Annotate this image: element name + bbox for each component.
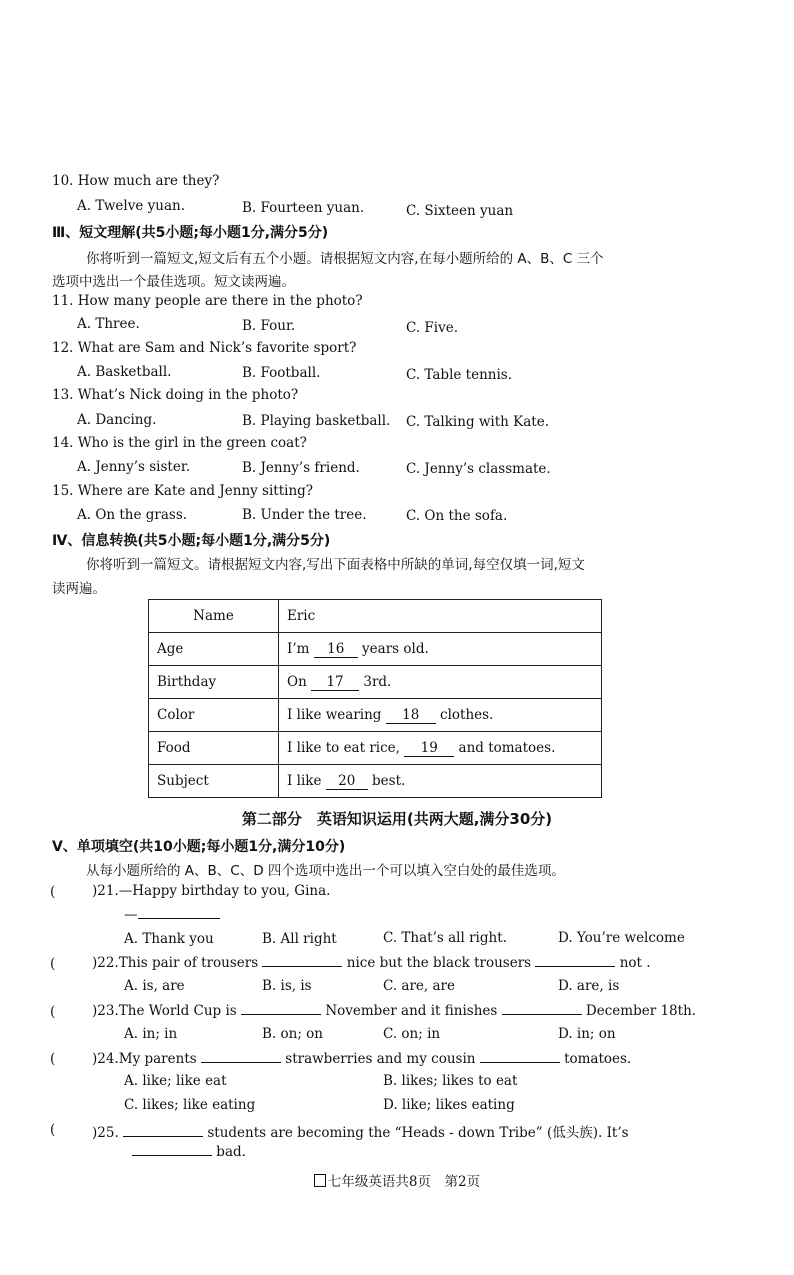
table-text: best. [372,772,406,789]
q24-option-a: A. like; like eat [124,1073,227,1089]
q25-blank-2 [132,1143,212,1156]
q13-option-c: C. Talking with Kate. [406,414,550,430]
q22-blank-2 [535,954,615,967]
q22-text: not . [619,955,651,971]
q25-blank-1 [123,1124,203,1137]
q25-stem-cont [132,1143,246,1160]
table-row [149,633,602,666]
table-row [149,666,602,699]
q23-stem [92,1002,696,1019]
q11-option-b: B. Four. [242,318,296,334]
table-key-food: Food [149,732,279,765]
q24-option-d: D. like; likes eating [383,1097,515,1113]
q25-text: bad. [216,1144,246,1160]
table-text: On [287,673,307,690]
table-value-birthday [279,666,602,699]
q14-option-c: C. Jenny’s classmate. [406,461,551,477]
q21-option-d: D. You’re welcome [558,930,685,946]
answer-blank-19: 19 [404,740,454,757]
table-row [149,765,602,798]
q13-option-b: B. Playing basketball. [242,413,391,429]
table-header-name: Name [149,600,279,633]
footer-text: 七年级英语共8页 第2页 [327,1174,481,1190]
q23-text: The World Cup is [118,1003,237,1019]
q23-option-d: D. in; on [558,1026,616,1042]
q21-dash: — [124,907,138,923]
table-text: I’m [287,640,310,657]
q21-option-c: C. That’s all right. [383,930,507,946]
q21-stem [92,883,330,899]
table-header-value: Eric [279,600,602,633]
q14-stem: 14. Who is the girl in the green coat? [52,435,307,451]
table-key-age: Age [149,633,279,666]
page-footer [0,1170,794,1190]
q21-number: )21. [92,883,119,899]
section-5-title: Ⅴ、单项填空(共10小题;每小题1分,满分10分) [52,839,346,855]
section-4-instruction-1: 你将听到一篇短文。请根据短文内容,写出下面表格中所缺的单词,每空仅填一词,短文 [86,557,585,573]
q23-number: )23. [92,1003,119,1019]
table-text: I like wearing [287,706,382,723]
table-value-color [279,699,602,732]
q24-text: tomatoes. [564,1051,632,1067]
info-table [148,599,602,798]
table-value-food [279,732,602,765]
q24-text: My parents [118,1051,197,1067]
section-3-instruction-2: 选项中选出一个最佳选项。短文读两遍。 [52,274,295,290]
section-4-instruction-2: 读两遍。 [52,581,106,597]
q21-option-b: B. All right [262,931,337,947]
q24-stem [92,1050,631,1067]
table-key-subject: Subject [149,765,279,798]
q10-option-c: C. Sixteen yuan [406,203,514,219]
q12-stem: 12. What are Sam and Nick’s favorite sport? [52,340,357,356]
table-key-color: Color [149,699,279,732]
q24-option-c: C. likes; like eating [124,1097,256,1113]
q23-blank-2 [502,1002,582,1015]
q25-text: students are becoming the “Heads - down Tribe” (低头族). It’s [207,1125,629,1141]
table-row [149,732,602,765]
q10-option-a: A. Twelve yuan. [77,198,185,214]
q15-option-c: C. On the sofa. [406,508,508,524]
q15-stem: 15. Where are Kate and Jenny sitting? [52,483,314,499]
q10-option-b: B. Fourteen yuan. [242,200,365,216]
q14-option-a: A. Jenny’s sister. [77,459,191,475]
answer-paren[interactable]: ( [50,884,56,900]
q12-option-c: C. Table tennis. [406,367,513,383]
answer-blank-17: 17 [311,674,359,691]
q23-option-a: A. in; in [124,1026,178,1042]
table-text: clothes. [440,706,494,723]
answer-paren[interactable]: ( [50,956,56,972]
q14-option-b: B. Jenny’s friend. [242,460,360,476]
answer-blank-20: 20 [326,773,368,790]
table-text: years old. [362,640,429,657]
q24-blank-1 [201,1050,281,1063]
q24-text: strawberries and my cousin [285,1051,476,1067]
table-key-birthday: Birthday [149,666,279,699]
q23-text: November and it finishes [325,1003,498,1019]
q22-text: This pair of trousers [118,955,259,971]
q25-stem [92,1121,629,1141]
answer-paren[interactable]: ( [50,1122,56,1138]
table-value-age [279,633,602,666]
q23-text: December 18th. [585,1003,697,1019]
answer-blank-16: 16 [314,641,358,658]
table-text: and tomatoes. [458,739,556,756]
q24-option-b: B. likes; likes to eat [383,1073,518,1089]
q25-number: )25. [92,1125,119,1141]
answer-paren[interactable]: ( [50,1004,56,1020]
q22-text: nice but the black trousers [346,955,532,971]
q21-blank [138,906,220,919]
q10-stem: 10. How much are they? [52,173,220,189]
section-3-title: Ⅲ、短文理解(共5小题;每小题1分,满分5分) [52,225,329,241]
q22-option-a: A. is, are [124,978,185,994]
q13-stem: 13. What’s Nick doing in the photo? [52,387,299,403]
q23-option-b: B. on; on [262,1026,323,1042]
q22-option-c: C. are, are [383,978,455,994]
q23-option-c: C. on; in [383,1026,441,1042]
q22-option-d: D. are, is [558,978,620,994]
table-value-subject [279,765,602,798]
q21-response [124,906,220,923]
section-3-instruction-1: 你将听到一篇短文,短文后有五个小题。请根据短文内容,在每小题所给的 A、B、C 三个 [86,251,604,267]
q11-stem: 11. How many people are there in the photo? [52,293,363,309]
answer-paren[interactable]: ( [50,1051,56,1067]
q24-blank-2 [480,1050,560,1063]
q22-number: )22. [92,955,119,971]
q13-option-a: A. Dancing. [77,412,157,428]
q22-stem [92,954,651,971]
section-5-instruction: 从每小题所给的 A、B、C、D 四个选项中选出一个可以填入空白处的最佳选项。 [86,863,565,879]
answer-blank-18: 18 [386,707,436,724]
q24-number: )24. [92,1051,119,1067]
q12-option-b: B. Football. [242,365,321,381]
part-2-title: 第二部分 英语知识运用(共两大题,满分30分) [241,810,553,828]
q22-option-b: B. is, is [262,978,312,994]
table-row [149,600,602,633]
section-4-title: Ⅳ、信息转换(共5小题;每小题1分,满分5分) [52,533,331,549]
q22-blank-1 [262,954,342,967]
q15-option-b: B. Under the tree. [242,507,367,523]
table-text: I like to eat rice, [287,739,400,756]
q23-blank-1 [241,1002,321,1015]
q11-option-c: C. Five. [406,320,459,336]
q21-text: —Happy birthday to you, Gina. [118,883,331,899]
q11-option-a: A. Three. [77,316,140,332]
table-row [149,699,602,732]
q15-option-a: A. On the grass. [77,507,188,523]
q21-option-a: A. Thank you [124,931,214,947]
table-text: I like [287,772,322,789]
q12-option-a: A. Basketball. [77,364,172,380]
square-icon [314,1174,326,1187]
table-text: 3rd. [363,673,392,690]
